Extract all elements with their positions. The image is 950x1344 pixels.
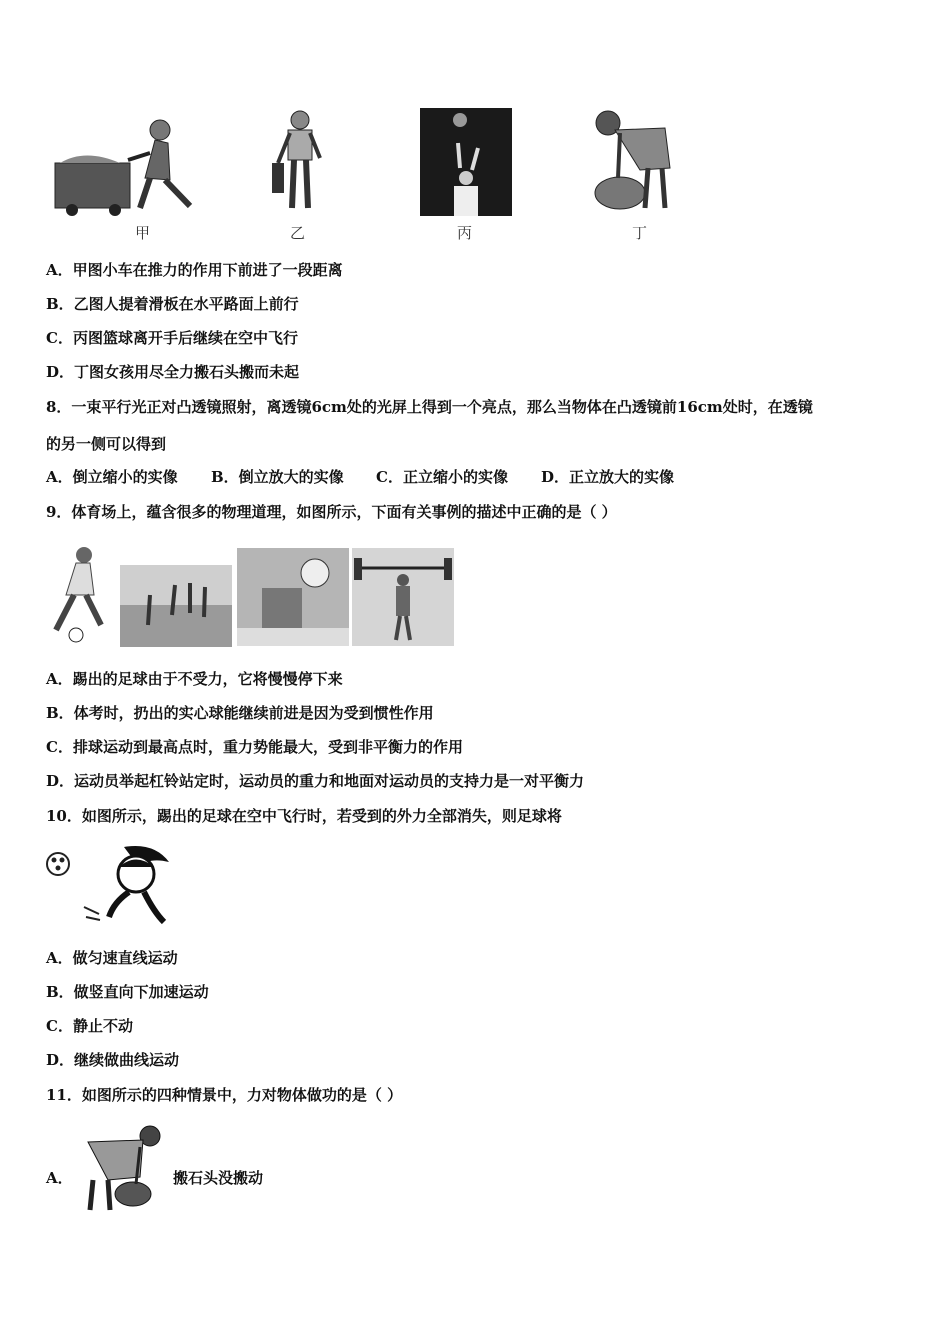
- q8-option-a: A．倒立缩小的实像: [46, 468, 178, 486]
- q10-option-b: B．做竖直向下加速运动: [46, 983, 209, 1001]
- q9-option-d: D．运动员举起杠铃站定时，运动员的重力和地面对运动员的支持力是一对平衡力: [46, 772, 585, 790]
- q7-option-a: A．甲图小车在推力的作用下前进了一段距离: [46, 261, 343, 279]
- figure-girl-lifting-rock: [570, 108, 680, 213]
- q11-option-a-text: 搬石头没搬动: [173, 1169, 264, 1187]
- q8-options: [46, 467, 674, 487]
- q10-stem: 10．如图所示，踢出的足球在空中飞行时，若受到的外力全部消失，则足球将: [46, 807, 562, 825]
- caption-yi: 乙: [290, 224, 306, 242]
- q8-option-b: B．倒立放大的实像: [211, 468, 344, 486]
- figure-cart-push: [50, 108, 210, 220]
- figure-boy-skateboard: [270, 108, 330, 220]
- figure-mascot-kicking-ball: [44, 842, 174, 934]
- q7-option-c: C．丙图篮球离开手后继续在空中飞行: [46, 329, 298, 347]
- q7-option-d: D．丁图女孩用尽全力搬石头搬而未起: [46, 363, 300, 381]
- figure-weightlifting: [352, 548, 454, 646]
- q11-option-a-label: A．: [46, 1169, 73, 1187]
- figure-person-lifting-rock: [78, 1122, 168, 1212]
- q8-option-c: C．正立缩小的实像: [376, 468, 508, 486]
- figure-volleyball: [237, 548, 349, 646]
- q9-option-a: A．踢出的足球由于不受力，它将慢慢停下来: [46, 670, 343, 688]
- figure-shot-put-throw: [120, 565, 232, 647]
- q9-stem: 9．体育场上，蕴含很多的物理道理，如图所示，下面有关事例的描述中正确的是（ ）: [46, 503, 617, 521]
- caption-ding: 丁: [632, 224, 648, 242]
- caption-jia: 甲: [135, 224, 151, 242]
- q10-option-d: D．继续做曲线运动: [46, 1051, 180, 1069]
- q9-option-c: C．排球运动到最高点时，重力势能最大，受到非平衡力的作用: [46, 738, 463, 756]
- q8-option-d: D．正立放大的实像: [541, 468, 675, 486]
- caption-bing: 丙: [457, 224, 473, 242]
- q11-stem: 11．如图所示的四种情景中，力对物体做功的是（ ）: [46, 1086, 403, 1104]
- q8-stem-line1: 8．一束平行光正对凸透镜照射，离透镜6cm处的光屏上得到一个亮点，那么当物体在凸透镜前16cm处时，在透镜: [46, 398, 813, 416]
- q10-option-a: A．做匀速直线运动: [46, 949, 178, 967]
- figure-basketball-shot: [420, 108, 512, 216]
- q9-option-b: B．体考时，扔出的实心球能继续前进是因为受到惯性作用: [46, 704, 434, 722]
- q7-option-b: B．乙图人提着滑板在水平路面上前行: [46, 295, 299, 313]
- q10-option-c: C．静止不动: [46, 1017, 133, 1035]
- figure-soccer-kick: [46, 545, 118, 645]
- q8-stem-line2: 的另一侧可以得到: [46, 435, 167, 453]
